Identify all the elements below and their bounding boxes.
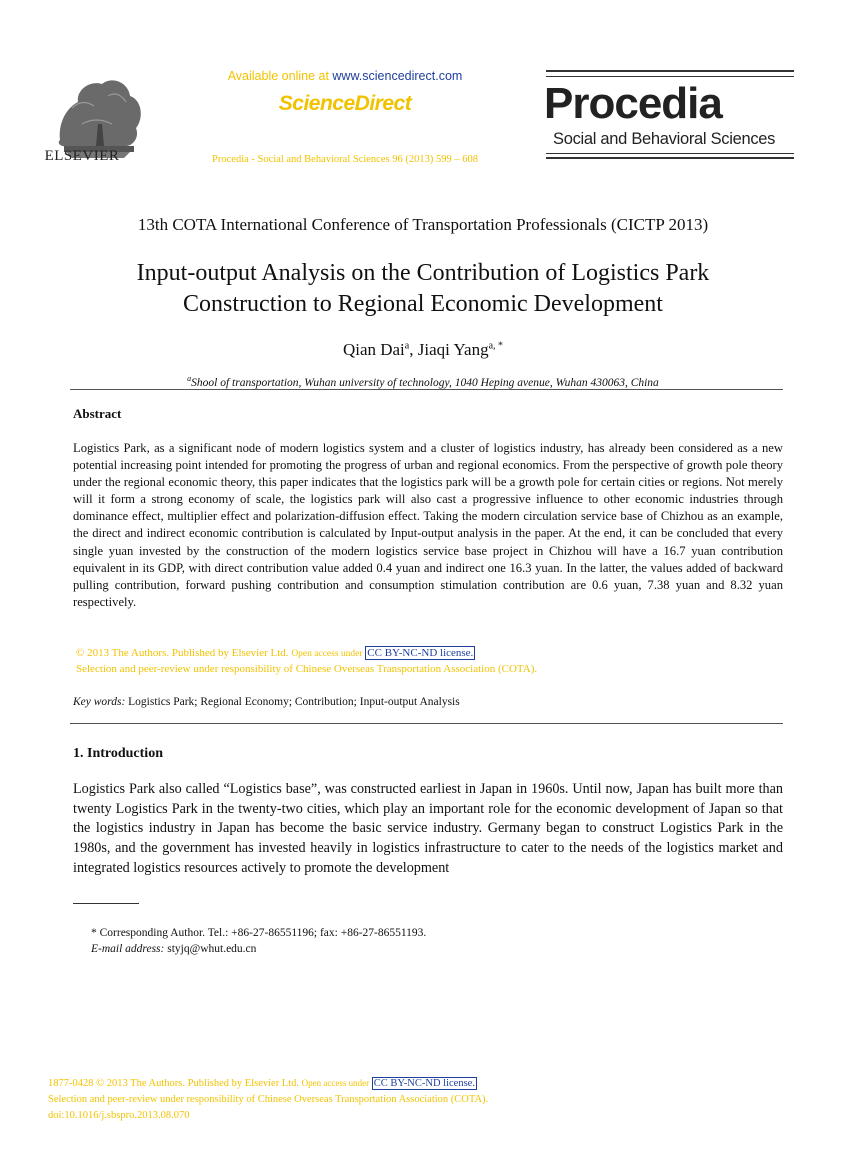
- procedia-top-rule-thin: [546, 76, 794, 77]
- available-prefix: Available online at: [227, 69, 329, 83]
- conference-name: 13th COTA International Conference of Transportation Professionals (CICTP 2013): [137, 215, 709, 234]
- keywords-rule: [70, 723, 783, 724]
- footer-doi[interactable]: doi:10.1016/j.sbspro.2013.08.070: [48, 1110, 190, 1121]
- author-separator: ,: [409, 340, 418, 359]
- footer-open-access: Open access under: [301, 1078, 370, 1088]
- author-1-sup: a: [404, 340, 410, 352]
- sciencedirect-logo: ScienceDirect: [278, 92, 412, 115]
- footer-issn: 1877-0428 © 2013 The Authors. Published by Elsevier Ltd.: [48, 1078, 300, 1089]
- abstract-body: Logistics Park, as a significant node of modern logistics system and a cluster of logistics industry, has already been considered as a new potential increasing point intended for promoting the progress of urban and regional economics. From the perspective of growth pole theory under the regional economic theory, this paper indicates that the logistics park will be a growth pole for certain cities or regions. Not merely will it form a strong economy of scale, the logistics park will also cast a progressive influence to other economic industries through dominance effect, multiplier effect and polarization-diffusion effect. Taking the modern circulation service base of Chizhou as an example, the direct and indirect economic contribution is calculated by Input-output analysis in the paper. At the end, it can be concluded that every single yuan invested by the construction of the modern logistics service base project in Chizhou will have a 16.7 yuan contribution equivalent in its GDP, with direct contribution value added 0.4 yuan and indirect one 16.3 yuan. In the latter, the values added of backward pulling contribution, forward pushing contribution and consumption stimulation contribution are 0.6 yuan, 7.38 yuan and 8.32 yuan respectively.: [73, 441, 783, 609]
- affiliation-sup: a: [187, 374, 192, 383]
- footnote-corresponding: * Corresponding Author. Tel.: +86-27-86551196; fax: +86-27-86551193.: [91, 927, 427, 939]
- procedia-top-rule: [546, 70, 794, 72]
- abstract-copyright-line: [76, 647, 475, 659]
- footnote-email-line: [91, 943, 256, 955]
- paper-title: [60, 258, 786, 320]
- footnote-email-label: E-mail address:: [91, 943, 165, 955]
- footer-license-link[interactable]: CC BY-NC-ND license.: [373, 1078, 475, 1089]
- introduction-heading: 1. Introduction: [73, 746, 163, 761]
- abstract-copyright: © 2013 The Authors. Published by Elsevier Ltd.: [76, 647, 289, 659]
- elsevier-wordmark: ELSEVIER: [44, 148, 120, 164]
- paper-title-line2: Construction to Regional Economic Development: [183, 291, 663, 317]
- keywords-list: Logistics Park; Regional Economy; Contribution; Input-output Analysis: [128, 696, 460, 708]
- procedia-title: Procedia: [544, 79, 722, 128]
- footer-copyright-line: [48, 1078, 477, 1089]
- abstract-selection-line: Selection and peer-review under responsibility of Chinese Overseas Transportation Association (COTA).: [76, 663, 538, 675]
- affiliation-text: Shool of transportation, Wuhan university of technology, 1040 Heping avenue, Wuhan 430063, China: [191, 376, 659, 389]
- affiliation-rule: [70, 389, 783, 390]
- procedia-subtitle: Social and Behavioral Sciences: [553, 130, 776, 148]
- footer-selection: Selection and peer-review under responsibility of Chinese Overseas Transportation Association (COTA).: [48, 1094, 489, 1105]
- paper-title-line1: Input-output Analysis on the Contribution of Logistics Park: [136, 260, 710, 286]
- availability-line: [160, 69, 530, 83]
- journal-citation: Procedia - Social and Behavioral Sciences 96 (2013) 599 – 608: [212, 154, 478, 165]
- footnote-email[interactable]: styjq@whut.edu.cn: [167, 943, 257, 955]
- author-2-sup: a, *: [488, 340, 504, 352]
- procedia-bottom-rule-thick: [546, 157, 794, 159]
- author-1: Qian Dai: [342, 340, 405, 359]
- abstract-heading: Abstract: [73, 406, 122, 421]
- author-list: [0, 340, 846, 360]
- procedia-bottom-rule: [546, 153, 794, 154]
- introduction-body: Logistics Park also called “Logistics base”, was constructed earliest in Japan in 1960s. Until now, Japan has built more than twenty Logistics Park in the twenty-two cities, which play an important role for the economic development of Japan so that the logistics industry in Japan has become the basic service industry. Germany began to construct Logistics Park in the 1980s, and the government has invested heavily in logistics infrastructure to cater to the needs of the logistics market and integrated logistics resources actively to promote the development: [73, 781, 783, 876]
- author-2: Jiaqi Yang: [417, 340, 489, 359]
- keywords: [73, 696, 460, 708]
- abstract-license-link[interactable]: CC BY-NC-ND license.: [367, 647, 474, 659]
- sciencedirect-url[interactable]: www.sciencedirect.com: [332, 69, 463, 83]
- footnote-rule: [73, 903, 139, 904]
- keywords-label: Key words:: [73, 696, 126, 708]
- affiliation: [0, 374, 846, 389]
- abstract-open-access: Open access under: [291, 649, 363, 659]
